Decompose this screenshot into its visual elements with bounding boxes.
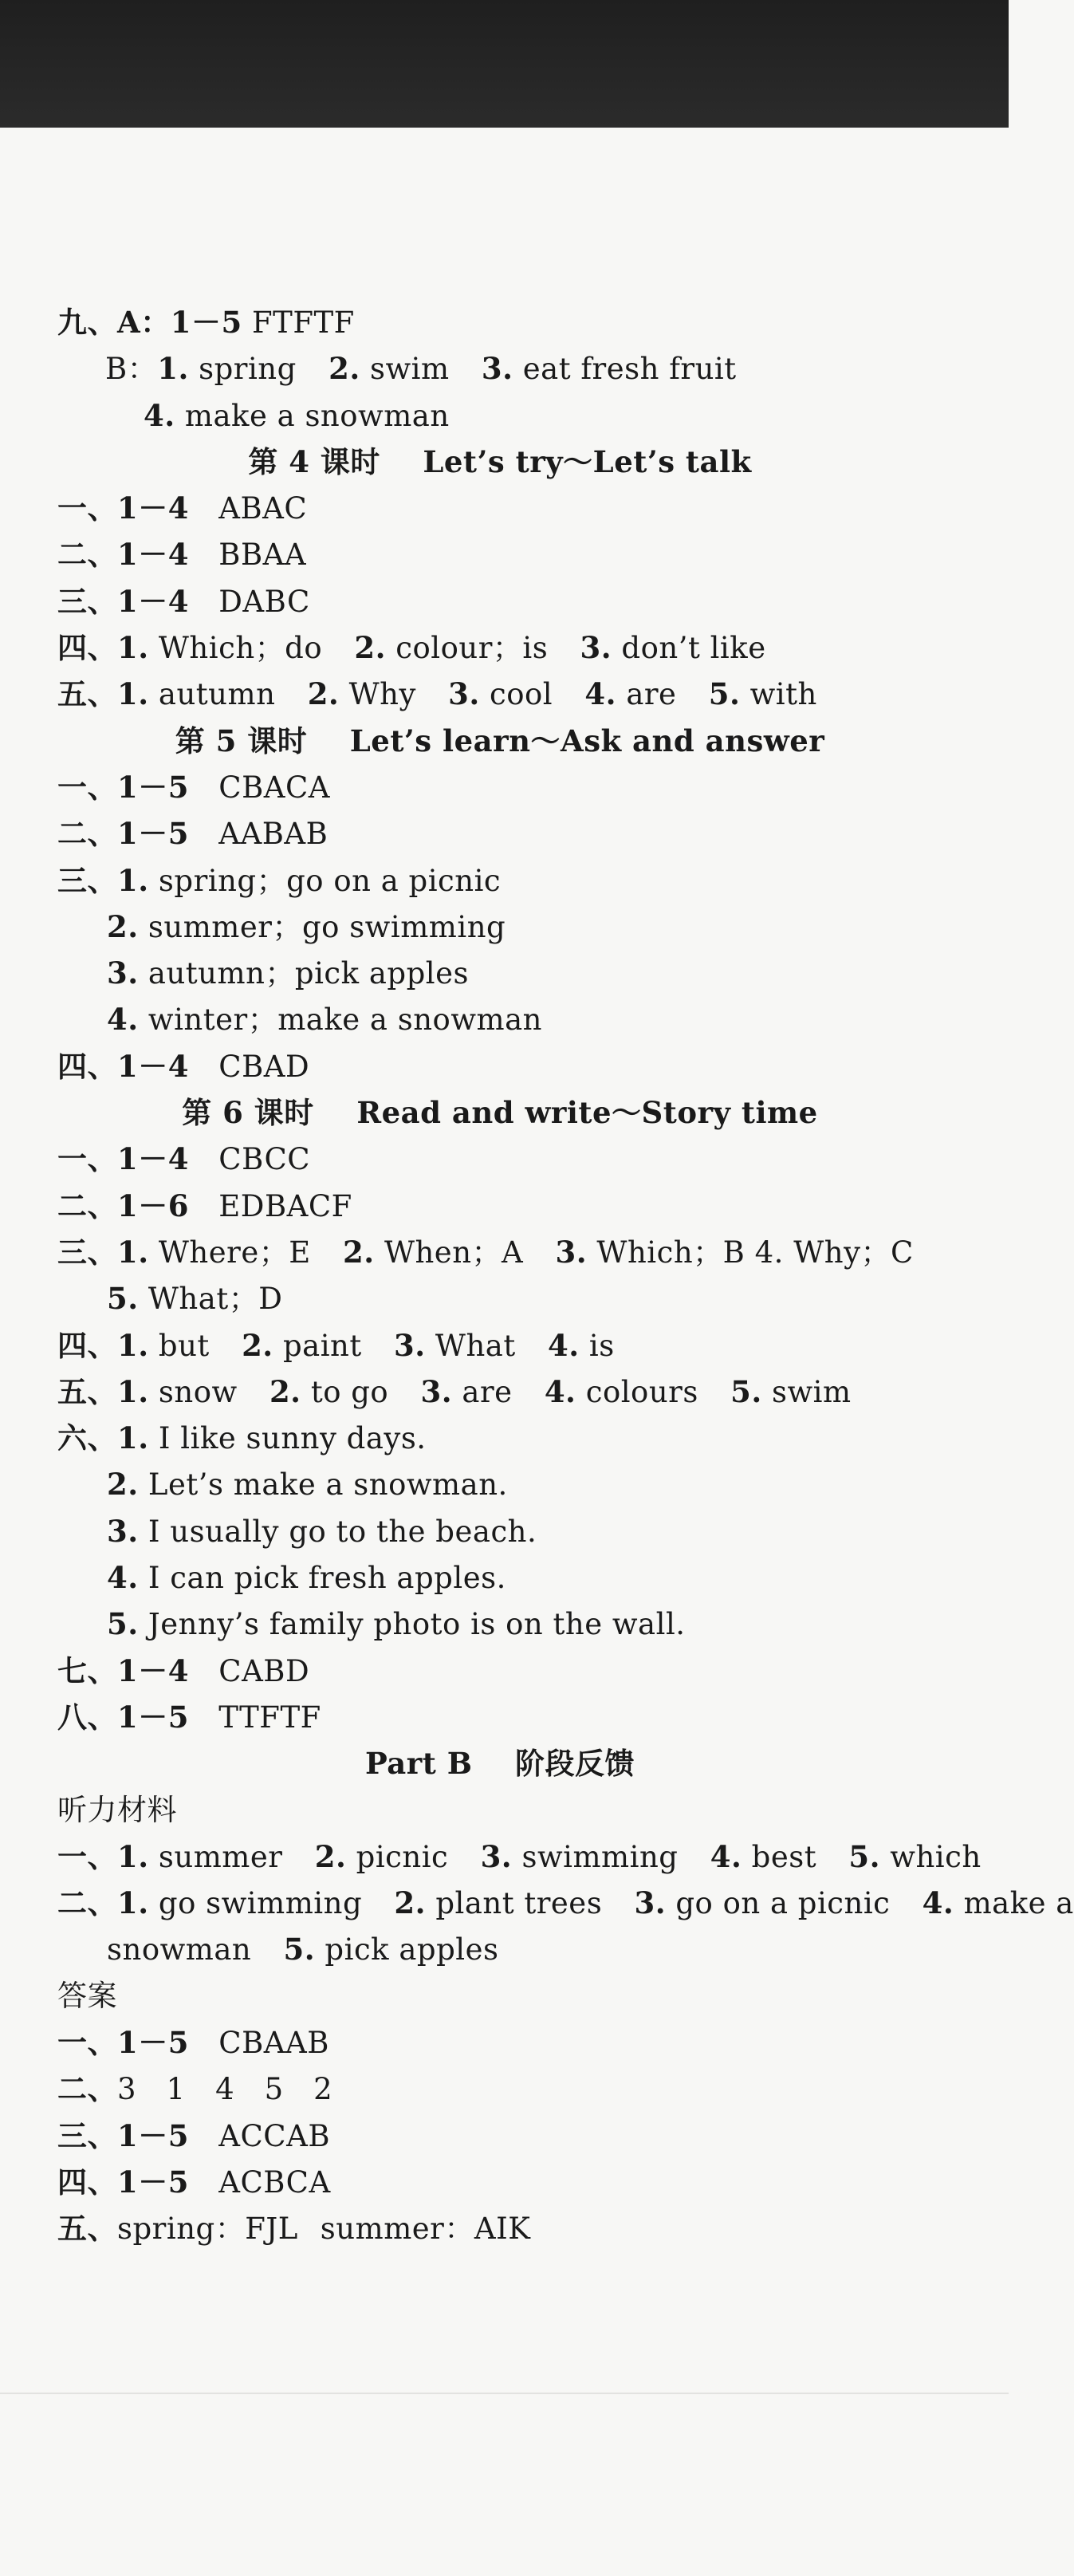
page-rule bbox=[0, 2393, 1009, 2394]
answer-line: 三、1－5 ACCAB bbox=[57, 2117, 331, 2153]
answer-line: 4. winter；make a snowman bbox=[107, 1002, 542, 1038]
section-heading: Part B 阶段反馈 bbox=[364, 1746, 635, 1782]
section-heading: 第 6 课时 Read and write～Story time bbox=[182, 1095, 818, 1131]
answer-line: 二、1－6 EDBACF bbox=[57, 1188, 352, 1223]
answer-line: 5. Jenny’s family photo is on the wall. bbox=[107, 1606, 686, 1642]
scan-dark-header-band bbox=[0, 0, 1009, 128]
answer-line: 五、1. autumn 2. Why 3. cool 4. are 5. with bbox=[57, 676, 817, 712]
subsection-label: 答案 bbox=[57, 1978, 117, 2013]
answer-line: 一、1－5 CBAAB bbox=[57, 2024, 329, 2060]
answer-line: 三、1. spring；go on a picnic bbox=[57, 862, 502, 898]
answer-line: 二、1－5 AABAB bbox=[57, 816, 328, 852]
answer-line: 四、1－4 CBAD bbox=[57, 1048, 310, 1084]
answer-line: 六、1. I like sunny days. bbox=[57, 1420, 427, 1456]
answer-line: 2. Let’s make a snowman. bbox=[107, 1467, 508, 1503]
answer-line: 五、1. snow 2. to go 3. are 4. colours 5. swim bbox=[57, 1373, 852, 1409]
answer-line: 二、3 1 4 5 2 bbox=[57, 2071, 333, 2107]
answer-line: B：1. spring 2. swim 3. eat fresh fruit bbox=[105, 351, 737, 387]
answer-line: 3. autumn；pick apples bbox=[107, 955, 469, 991]
answer-line: 4. I can pick fresh apples. bbox=[107, 1560, 506, 1596]
answer-line: 一、1－5 CBACA bbox=[57, 769, 331, 805]
answer-line: 5. What；D bbox=[107, 1281, 283, 1317]
answer-line: 四、1. but 2. paint 3. What 4. is bbox=[57, 1327, 615, 1363]
answer-line: 一、1. summer 2. picnic 3. swimming 4. best 5. which bbox=[57, 1838, 982, 1874]
answer-line: 五、spring：FJL summer：AIK bbox=[57, 2211, 531, 2247]
answer-line: 一、1－4 CBCC bbox=[57, 1141, 311, 1177]
answer-key-section bbox=[57, 299, 1074, 2251]
section-heading: 第 5 课时 Let’s learn～Ask and answer bbox=[175, 723, 825, 758]
answer-line: 二、1－4 BBAA bbox=[57, 537, 307, 573]
answer-line: 八、1－5 TTFTF bbox=[57, 1699, 321, 1735]
answer-line: 二、1. go swimming 2. plant trees 3. go on a picnic 4. make a bbox=[57, 1885, 1074, 1921]
answer-line: 九、A：1－5 FTFTF bbox=[57, 305, 355, 340]
answer-line: 三、1. Where；E 2. When；A 3. Which；B 4. Why；C bbox=[57, 1234, 914, 1270]
answer-line: 4. make a snowman bbox=[144, 397, 450, 433]
answer-line: 七、1－4 CABD bbox=[57, 1652, 310, 1688]
answer-line: snowman 5. pick apples bbox=[107, 1932, 499, 1967]
subsection-label: 听力材料 bbox=[57, 1792, 177, 1827]
answer-line: 2. summer；go swimming bbox=[107, 908, 506, 944]
answer-line: 三、1－4 DABC bbox=[57, 583, 310, 619]
answer-line: 3. I usually go to the beach. bbox=[107, 1513, 537, 1549]
section-heading: 第 4 课时 Let’s try～Let’s talk bbox=[248, 443, 752, 479]
answer-line: 四、1. Which；do 2. colour；is 3. don’t like bbox=[57, 630, 766, 666]
answer-line: 一、1－4 ABAC bbox=[57, 490, 308, 526]
answer-line: 四、1－5 ACBCA bbox=[57, 2164, 331, 2200]
